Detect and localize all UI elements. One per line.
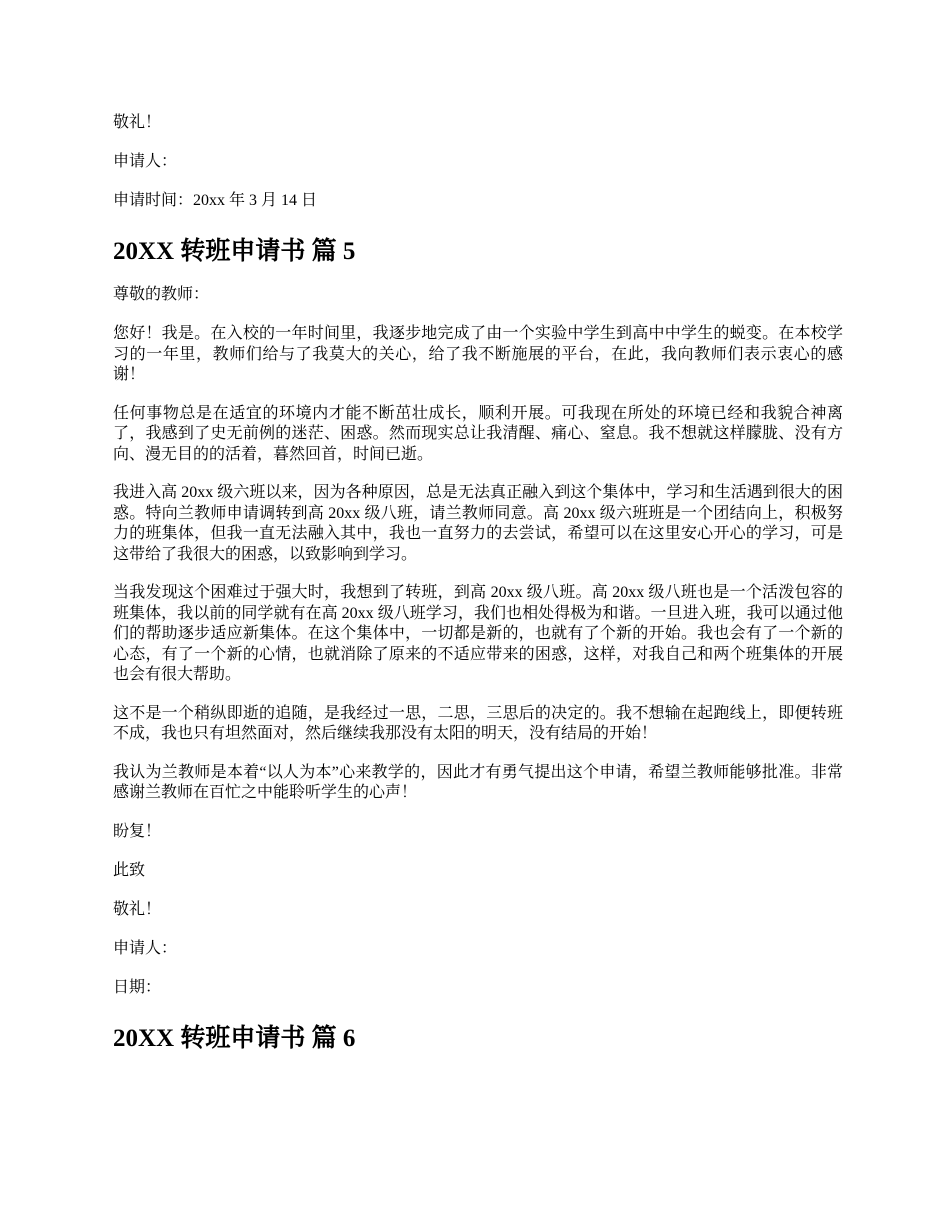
closing-applicant: 申请人： [113, 153, 178, 170]
section-5-paragraph: 我认为兰教师是本着“以人为本”心来教学的，因此才有勇气提出这个申请，希望兰教师能够批准。非常感谢兰教师在百忙之中能聆听学生的心声！ [113, 763, 843, 801]
section-5-paragraph: 这不是一个稍纵即逝的追随，是我经过一思，二思，三思后的决定的。我不想输在起跑线上，即便转班不成，我也只有坦然面对，然后继续我那没有太阳的明天，没有结局的开始！ [113, 704, 843, 742]
section-5-regards: 此致 [113, 861, 146, 879]
section-5-paragraph: 当我发现这个困难过于强大时，我想到了转班，到高 20xx 级八班。高 20xx 级八班也是一个活泼包容的班集体，我以前的同学就有在高 20xx 级八班学习，我们也相处得极为和谐。一旦进入班，我可以通过他们的帮助逐步适应新集体。在这个集体中，一切都是新的，也就有了个新的开始。我也会有了一个新的心态，有了一个新的心情，也就消除了原来的不适应带来的困惑，这样，对我自己和两个班集体的开展也会有很大帮助。 [113, 584, 843, 683]
section-5-salute: 敬礼！ [113, 900, 162, 918]
closing-salute: 敬礼！ [113, 114, 162, 131]
section-5-applicant: 申请人： [113, 939, 178, 957]
section-5-await-reply: 盼复！ [113, 822, 162, 840]
section-5-greeting: 尊敬的教师： [113, 286, 210, 303]
section-5-paragraph: 任何事物总是在适宜的环境内才能不断茁壮成长，顺利开展。可我现在所处的环境已经和我貌合神离了，我感到了史无前例的迷茫、困惑。然而现实总让我清醒、痛心、窒息。我不想就这样朦胧、没有方向、漫无目的的活着，暮然回首，时间已逝。 [113, 404, 843, 463]
section-5-paragraph: 我进入高 20xx 级六班以来，因为各种原因，总是无法真正融入到这个集体中，学习和生活遇到很大的困惑。特向兰教师申请调转到高 20xx 级八班，请兰教师同意。高 20xx 级六班班是一个团结向上，积极努力的班集体，但我一直无法融入其中，我也一直努力的去尝试，希望可以在这里安心开心的学习，可是这带给了我很大的困惑，以致影响到学习。 [113, 484, 843, 563]
section-5-date: 日期： [113, 978, 162, 996]
document-page [113, 113, 843, 1072]
section-5-title: 20XX 转班申请书 篇 5 [113, 238, 356, 265]
closing-date: 申请时间：20xx 年 3 月 14 日 [113, 192, 318, 209]
section-5-paragraph: 您好！我是。在入校的一年时间里，我逐步地完成了由一个实验中学生到高中中学生的蜕变。在本校学习的一年里，教师们给与了我莫大的关心，给了我不断施展的平台，在此，我向教师们表示衷心的感谢！ [113, 325, 843, 383]
section-6-title: 20XX 转班申请书 篇 6 [113, 1024, 356, 1052]
